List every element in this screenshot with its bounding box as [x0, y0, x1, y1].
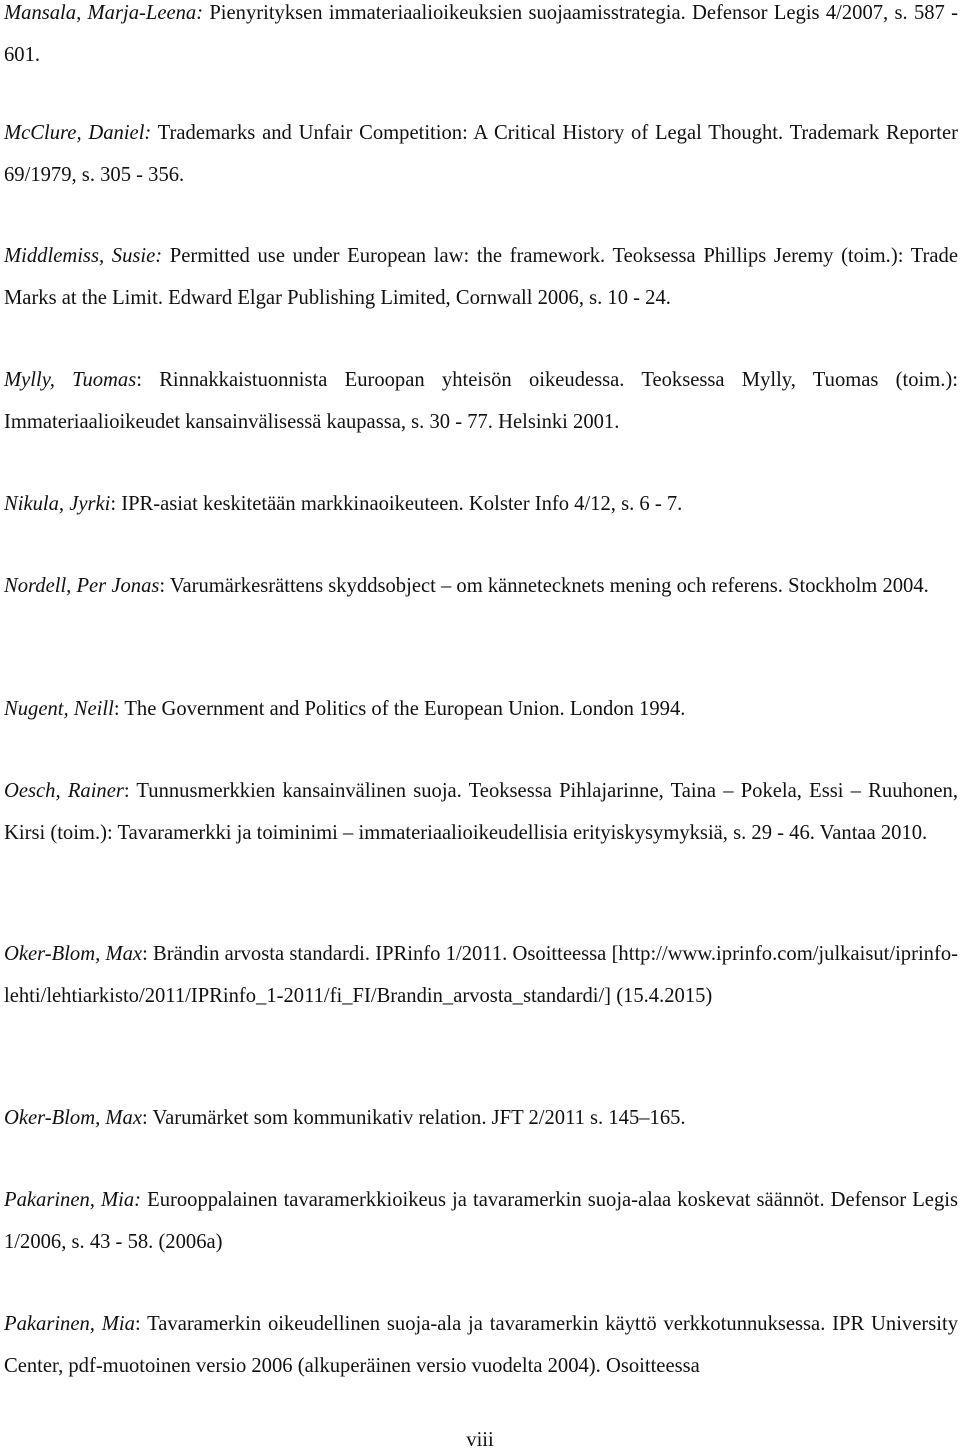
- reference-author: Nugent, Neill: [4, 698, 114, 720]
- reference-text: : Varumärket som kommunikativ relation. JFT 2/2011 s. 145–165.: [141, 1107, 686, 1129]
- reference-author: Oesch, Rainer: [4, 780, 124, 802]
- reference-text: : Tavaramerkin oikeudellinen suoja-ala ja tavaramerkin käyttö verkkotunnuksessa. IPR University Center, pdf-muotoinen versio 2006 (alkuperäinen versio vuodelta 2004). Osoitteessa: [4, 1313, 958, 1377]
- reference-author: Nordell, Per Jonas: [4, 575, 160, 597]
- reference-text: Eurooppalainen tavaramerkkioikeus ja tavaramerkin suoja-alaa koskevat säännöt. Defensor Legis 1/2006, s. 43 - 58. (2006a): [4, 1189, 958, 1253]
- reference-author: Mylly, Tuomas: [4, 369, 137, 391]
- reference-author: Mansala, Marja-Leena:: [4, 2, 204, 24]
- reference-text: : Varumärkesrättens skyddsobject – om kännetecknets mening och referens. Stockholm 2004.: [159, 575, 929, 597]
- reference-entry: [4, 1098, 958, 1140]
- reference-entry: [4, 484, 958, 526]
- reference-entry: [4, 566, 958, 608]
- reference-text: : Tunnusmerkkien kansainvälinen suoja. Teoksessa Pihlajarinne, Taina – Pokela, Essi – Ruuhonen, Kirsi (toim.): Tavaramerkki ja toiminimi – immateriaalioikeudellisia erityiskysymyksiä, s. 29 - 46. Vantaa 2010.: [4, 780, 958, 844]
- reference-text: Pienyrityksen immateriaalioikeuksien suojaamisstrategia. Defensor Legis 4/2007, s. 587 - 601.: [4, 2, 958, 66]
- reference-entry: [4, 689, 958, 731]
- reference-text: : Brändin arvosta standardi. IPRinfo 1/2011. Osoitteessa [http://www.iprinfo.com/julkaisut/iprinfo-lehti/lehtiarkisto/2011/IPRinfo_1-2011/fi_FI/Brandin_arvosta_standardi/] (15.4.2015): [4, 943, 958, 1007]
- reference-author: McClure, Daniel:: [4, 122, 152, 144]
- reference-entry: [4, 0, 958, 76]
- reference-entry: [4, 771, 958, 854]
- reference-entry: [4, 1180, 958, 1263]
- reference-entry: [4, 934, 958, 1017]
- reference-author: Pakarinen, Mia:: [4, 1189, 142, 1211]
- reference-author: Pakarinen, Mia: [4, 1313, 135, 1335]
- reference-author: Nikula, Jyrki: [4, 493, 111, 515]
- reference-entry: [4, 113, 958, 196]
- reference-author: Middlemiss, Susie:: [4, 245, 163, 267]
- reference-author: Oker-Blom, Max: [4, 1107, 142, 1129]
- reference-author: Oker-Blom, Max: [4, 943, 143, 965]
- reference-entry: [4, 236, 958, 319]
- reference-text: Permitted use under European law: the framework. Teoksessa Phillips Jeremy (toim.): Trade Marks at the Limit. Edward Elgar Publishing Limited, Cornwall 2006, s. 10 - 24.: [4, 245, 958, 309]
- reference-text: Trademarks and Unfair Competition: A Critical History of Legal Thought. Trademark Reporter 69/1979, s. 305 - 356.: [4, 122, 958, 186]
- reference-text: : The Government and Politics of the European Union. London 1994.: [113, 698, 686, 720]
- reference-entry: [4, 1304, 958, 1387]
- page-number: viii: [466, 1429, 494, 1451]
- reference-text: : IPR-asiat keskitetään markkinaoikeuteen. Kolster Info 4/12, s. 6 - 7.: [110, 493, 683, 515]
- reference-entry: [4, 360, 958, 443]
- reference-text: : Rinnakkaistuonnista Euroopan yhteisön oikeudessa. Teoksessa Mylly, Tuomas (toim.): Immateriaalioikeudet kansainvälisessä kaupassa, s. 30 - 77. Helsinki 2001.: [4, 369, 958, 433]
